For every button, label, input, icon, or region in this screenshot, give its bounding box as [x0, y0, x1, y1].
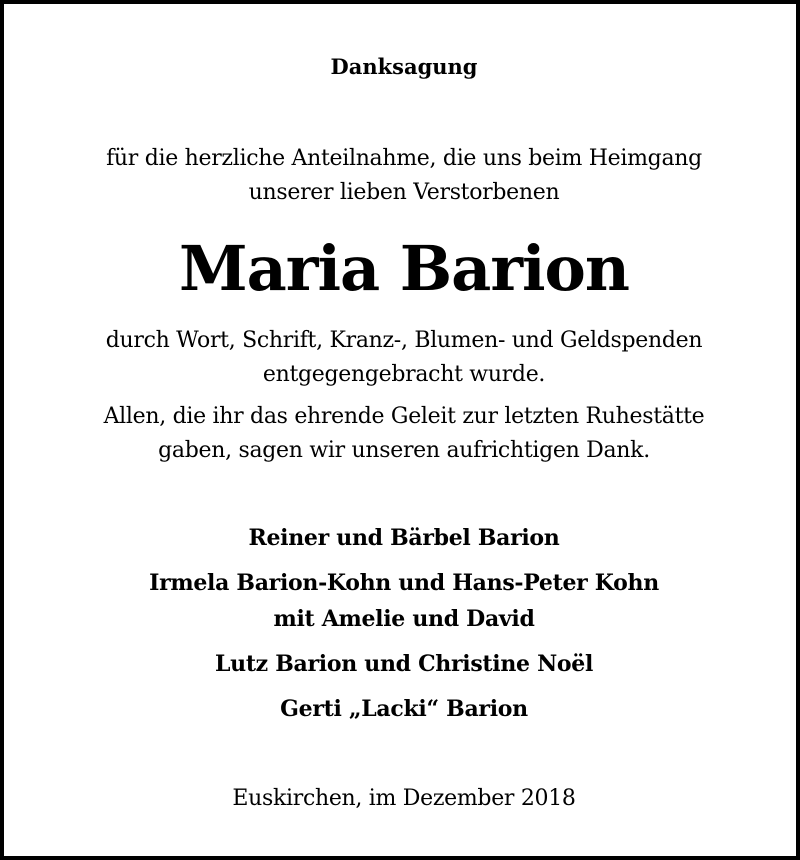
place-date: Euskirchen, im Dezember 2018	[232, 786, 576, 811]
notice-heading: Danksagung	[330, 54, 478, 79]
intro-line-1: für die herzliche Anteilnahme, die uns beim Heimgang	[106, 146, 702, 171]
body-1-line-1: durch Wort, Schrift, Kranz-, Blumen- und Geldspenden	[105, 328, 703, 353]
signer-1: Reiner und Bärbel Barion	[248, 525, 560, 551]
deceased-name: Maria Barion	[178, 232, 629, 305]
body-1-line-2: entgegengebracht wurde.	[262, 362, 546, 387]
body-2-line-1: Allen, die ihr das ehrende Geleit zur letzten Ruhestätte	[103, 404, 705, 429]
signer-2: Irmela Barion-Kohn und Hans-Peter Kohn	[149, 570, 659, 596]
signer-5: Gerti „Lacki“ Barion	[280, 696, 528, 722]
intro-line-2: unserer lieben Verstorbenen	[248, 180, 560, 205]
body-2-line-2: gaben, sagen wir unseren aufrichtigen Dank.	[158, 438, 650, 463]
signer-3: mit Amelie und David	[273, 606, 535, 632]
signer-4: Lutz Barion und Christine Noël	[214, 651, 594, 677]
